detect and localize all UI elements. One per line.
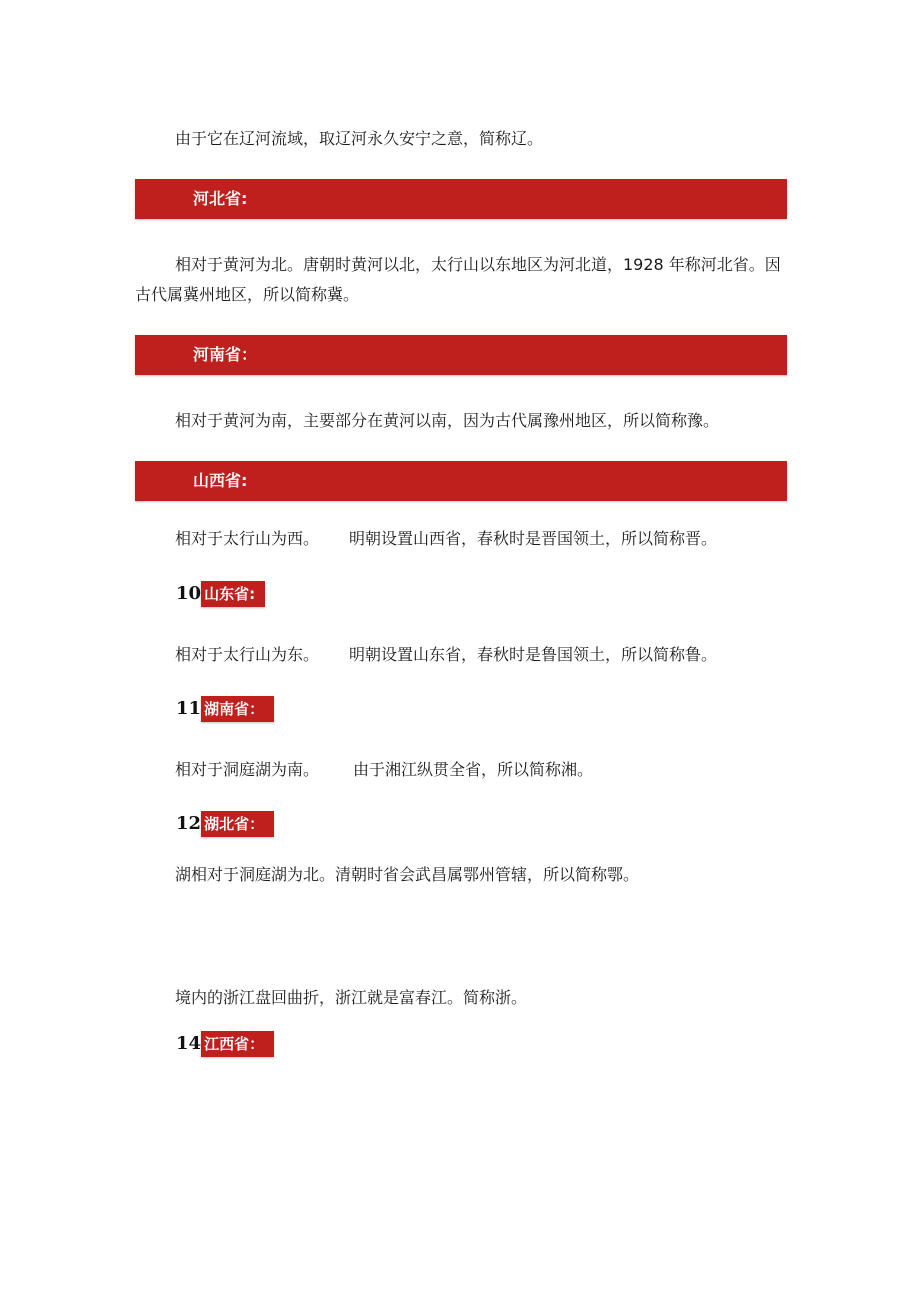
jiangxi-number: 14 xyxy=(176,1033,202,1054)
shanxi-text-b: 明朝设置山西省，春秋时是晋国领土，所以简称晋。 xyxy=(349,529,718,548)
shanxi-paragraph xyxy=(135,524,787,554)
shanxi-text-a: 相对于太行山为西。 xyxy=(175,529,320,548)
hubei-number: 12 xyxy=(176,813,202,834)
hunan-text-a: 相对于洞庭湖为南。 xyxy=(175,760,320,779)
shanxi-heading-bar xyxy=(135,461,787,501)
hunan-text-b: 由于湘江纵贯全省，所以简称湘。 xyxy=(353,760,594,779)
hunan-heading xyxy=(176,695,274,723)
henan-heading: 河南省： xyxy=(193,345,258,364)
henan-paragraph: 相对于黄河为南，主要部分在黄河以南，因为古代属豫州地区，所以简称豫。 xyxy=(175,411,720,430)
hebei-heading-bar xyxy=(135,179,787,219)
shanxi-heading: 山西省: xyxy=(193,471,248,490)
hunan-number: 11 xyxy=(176,698,202,719)
jiangxi-tag: 江西省： xyxy=(201,1031,274,1057)
zhejiang-paragraph: 境内的浙江盘回曲折，浙江就是富春江。简称浙。 xyxy=(175,988,528,1007)
hebei-paragraph: 相对于黄河为北。唐朝时黄河以北，太行山以东地区为河北道，1928 年称河北省。因古代属冀州地区，所以简称冀。 xyxy=(135,255,781,304)
shandong-tag: 山东省: xyxy=(201,581,265,607)
hubei-heading xyxy=(176,810,274,838)
hunan-paragraph xyxy=(135,755,787,785)
hunan-tag: 湖南省： xyxy=(201,696,274,722)
liaoning-paragraph: 由于它在辽河流域，取辽河永久安宁之意，简称辽。 xyxy=(175,129,544,148)
shandong-paragraph xyxy=(135,640,787,670)
henan-heading-bar xyxy=(135,335,787,375)
shandong-number: 10 xyxy=(176,583,202,604)
hebei-heading: 河北省: xyxy=(193,189,248,208)
shandong-text-a: 相对于太行山为东。 xyxy=(175,645,320,664)
shandong-text-b: 明朝设置山东省，春秋时是鲁国领土，所以简称鲁。 xyxy=(349,645,718,664)
jiangxi-heading xyxy=(176,1030,274,1058)
hubei-tag: 湖北省： xyxy=(201,811,274,837)
shandong-heading xyxy=(176,580,265,608)
hubei-paragraph: 湖相对于洞庭湖为北。清朝时省会武昌属鄂州管辖，所以简称鄂。 xyxy=(175,865,640,884)
